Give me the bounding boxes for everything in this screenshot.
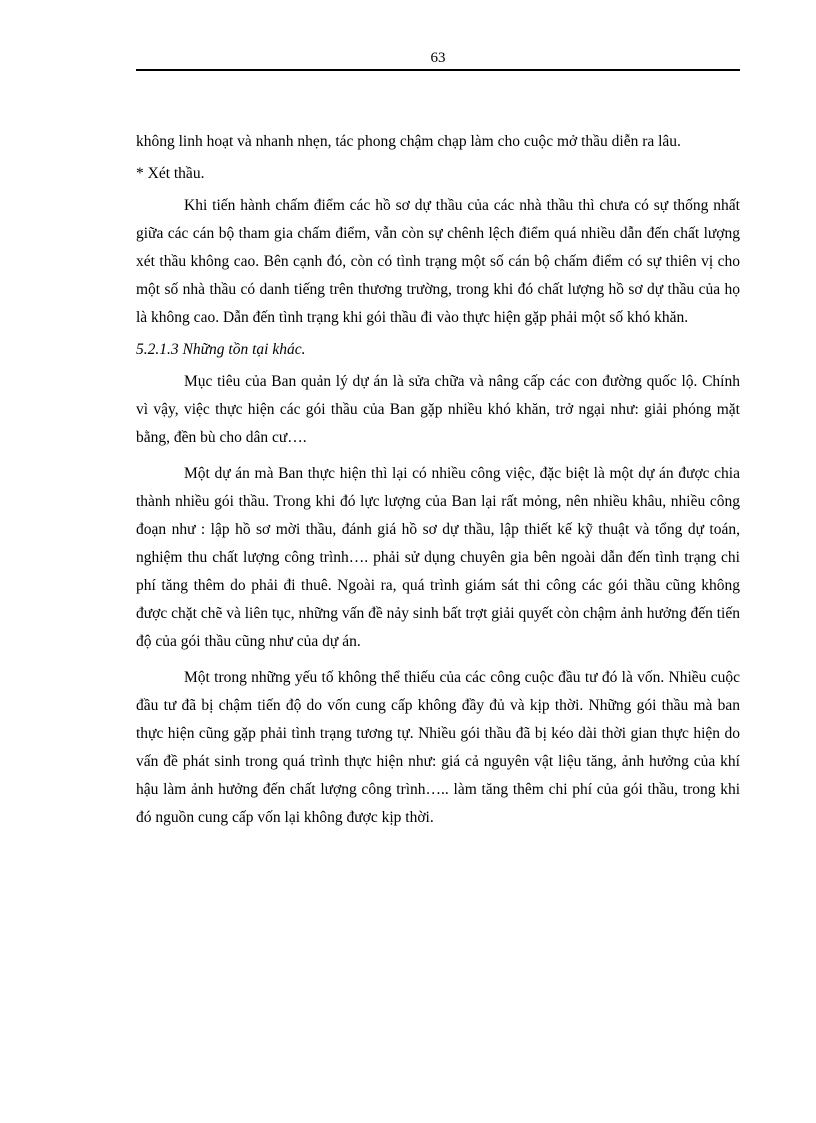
paragraph-objectives: Mục tiêu của Ban quản lý dự án là sửa chữa và nâng cấp các con đường quốc lộ. Chính vì vậy, việc thực hiện các gói thầu của Ban gặp nhiều khó khăn, trở ngại như: giải phóng mặt bằng, đền bù cho dân cư…. [136,373,740,446]
section-heading: 5.2.1.3 Những tồn tại khác. [136,341,306,358]
header-rule [136,69,740,71]
document-body [136,128,740,836]
paragraph-continuation: không linh hoạt và nhanh nhẹn, tác phong chậm chạp làm cho cuộc mở thầu diễn ra lâu. [136,133,681,150]
paragraph-capital: Một trong những yếu tố không thể thiếu của các công cuộc đầu tư đó là vốn. Nhiều cuộc đầu tư đã bị chậm tiến độ do vốn cung cấp không đầy đủ và kịp thời. Những gói thầu mà ban thực hiện cũng gặp phải tình trạng tương tự. Nhiều gói thầu đã bị kéo dài thời gian thực hiện do vấn đề phát sinh trong quá trình thực hiện như: giá cả nguyên vật liệu tăng, ảnh hưởng của khí hậu làm ảnh hưởng đến chất lượng công trình….. làm tăng thêm chi phí của gói thầu, trong khi đó nguồn cung cấp vốn lại không được kịp thời. [136,669,740,826]
paragraph-bid-evaluation: Khi tiến hành chấm điểm các hồ sơ dự thầu của các nhà thầu thì chưa có sự thống nhất giữa các cán bộ tham gia chấm điểm, vẫn còn sự chênh lệch điểm quá nhiều dẫn đến chất lượng xét thầu không cao. Bên cạnh đó, còn có tình trạng một số cán bộ chấm điểm có sự thiên vị cho một số nhà thầu có danh tiếng trên thương trường, trong khi đó chất lượng hồ sơ dự thầu của họ là không cao. Dẫn đến tình trạng khi gói thầu đi vào thực hiện gặp phải một số khó khăn. [136,197,740,326]
paragraph-project-workload: Một dự án mà Ban thực hiện thì lại có nhiều công việc, đặc biệt là một dự án được chia thành nhiều gói thầu. Trong khi đó lực lượng của Ban lại rất mỏng, nên nhiều khâu, nhiều công đoạn như : lập hồ sơ mời thầu, đánh giá hồ sơ dự thầu, lập thiết kế kỹ thuật và tổng dự toán, nghiệm thu chất lượng công trình…. phải sử dụng chuyên gia bên ngoài dẫn đến tình trạng chi phí tăng thêm do phải đi thuê. Ngoài ra, quá trình giám sát thi công các gói thầu cũng không được chặt chẽ và liên tục, những vấn đề nảy sinh bất trợt giải quyết còn chậm ảnh hưởng đến tiến độ của gói thầu cũng như của dự án. [136,465,740,650]
bid-evaluation-heading: * Xét thầu. [136,165,205,182]
page-number: 63 [430,50,446,66]
